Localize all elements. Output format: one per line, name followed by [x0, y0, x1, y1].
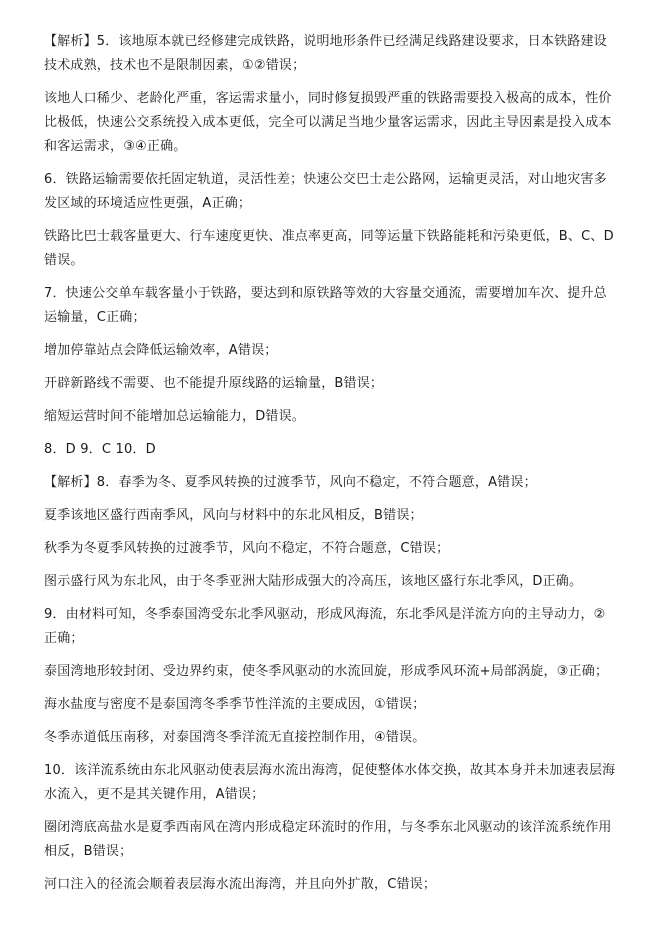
analysis-q10-option-b-paragraph: 圈闭湾底高盐水是夏季西南风在湾内形成稳定环流时的作用，与冬季东北风驱动的该洋流系统作用相反，B错误；	[44, 820, 612, 859]
analysis-q8-option-c-paragraph: 秋季为冬夏季风转换的过渡季节，风向不稳定，不符合题意，C错误；	[44, 541, 450, 556]
answers-q8-q10-paragraph: 8．D 9．C 10．D	[44, 442, 156, 457]
analysis-q7-option-a-paragraph: 增加停靠站点会降低运输效率，A错误；	[44, 343, 278, 358]
analysis-q6-option-a-paragraph: 6．铁路运输需要依托固定轨道，灵活性差；快速公交巴士走公路网，运输更灵活，对山地灾害多发区域的环境适应性更强，A正确；	[44, 172, 607, 211]
analysis-q9-item-3-paragraph: 泰国湾地形较封闭、受边界约束，使冬季风驱动的水流回旋，形成季风环流+局部涡旋，③正确；	[44, 664, 609, 679]
analysis-q9-item-4-paragraph: 冬季赤道低压南移，对泰国湾冬季洋流无直接控制作用，④错误。	[44, 730, 426, 745]
analysis-q5-conclusion-paragraph: 该地人口稀少、老龄化严重，客运需求量小，同时修复损毁严重的铁路需要投入极高的成本，性价比极低，快速公交系统投入成本更低，完全可以满足当地少量客运需求，因此主导因素是投入成本和客运需求，③④正确。	[44, 91, 612, 154]
analysis-q9-item-1-paragraph: 海水盐度与密度不是泰国湾冬季季节性洋流的主要成因，①错误；	[44, 697, 426, 712]
analysis-q7-option-b-paragraph: 开辟新路线不需要、也不能提升原线路的运输量，B错误；	[44, 376, 384, 391]
analysis-q8-option-b-paragraph: 夏季该地区盛行西南季风，风向与材料中的东北风相反，B错误；	[44, 508, 423, 523]
analysis-q6-options-bcd-paragraph: 铁路比巴士载客量更大、行车速度更快、准点率更高，同等运量下铁路能耗和污染更低，B、C、D错误。	[44, 229, 614, 268]
analysis-q5-reason-paragraph: 【解析】5．该地原本就已经修建完成铁路，说明地形条件已经满足线路建设要求，日本铁路建设技术成熟，技术也不是限制因素，①②错误；	[44, 34, 607, 73]
analysis-q10-option-c-paragraph: 河口注入的径流会顺着表层海水流出海湾，并且向外扩散，C错误；	[44, 877, 437, 892]
analysis-q9-item-2-paragraph: 9．由材料可知，冬季泰国湾受东北季风驱动，形成风海流，东北季风是洋流方向的主导动力，②正确；	[44, 607, 606, 646]
analysis-q8-option-a-paragraph: 【解析】8．春季为冬、夏季风转换的过渡季节，风向不稳定，不符合题意，A错误；	[44, 475, 537, 490]
analysis-q7-option-d-paragraph: 缩短运营时间不能增加总运输能力，D错误。	[44, 409, 306, 424]
analysis-q7-option-c-paragraph: 7．快速公交单车载客量小于铁路，要达到和原铁路等效的大容量交通流，需要增加车次、提升总运输量，C正确；	[44, 286, 607, 325]
analysis-q8-option-d-paragraph: 图示盛行风为东北风，由于冬季亚洲大陆形成强大的冷高压，该地区盛行东北季风，D正确。	[44, 574, 583, 589]
analysis-q10-option-a-paragraph: 10．该洋流系统由东北风驱动使表层海水流出海湾，促使整体水体交换，故其本身并未加速表层海水流入，更不是其关键作用，A错误；	[44, 763, 616, 802]
